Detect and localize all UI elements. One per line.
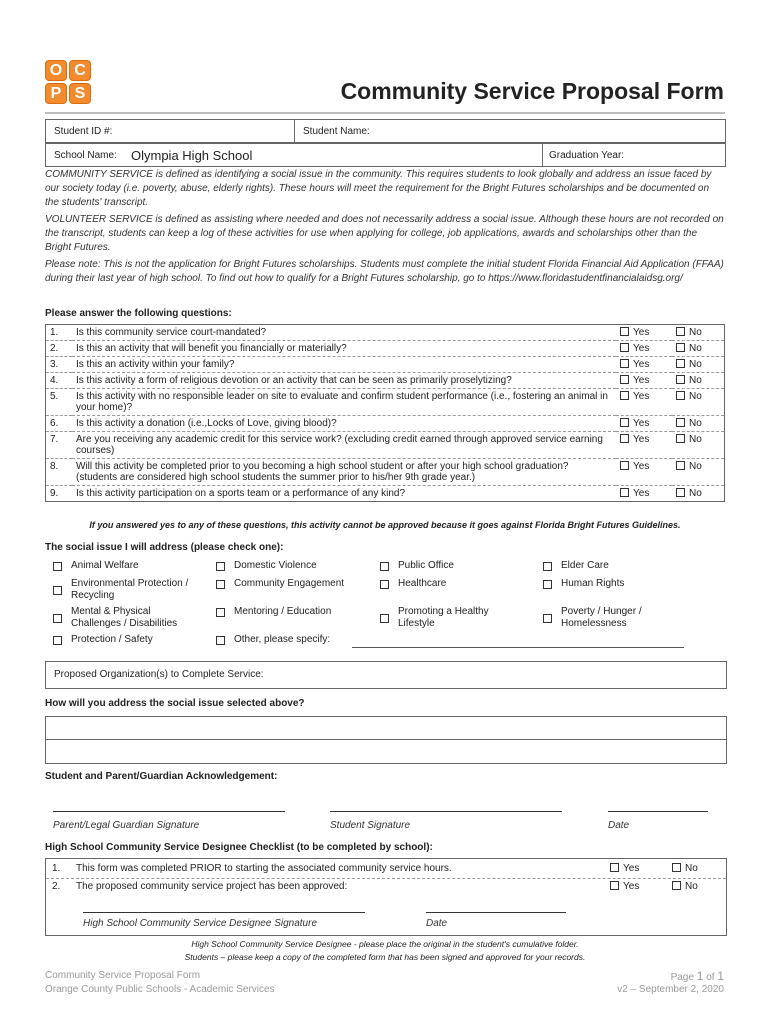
question-number: 4. <box>46 373 73 389</box>
question-row <box>46 486 725 502</box>
parent-signature-line[interactable] <box>53 811 285 812</box>
question-number: 1. <box>50 327 59 338</box>
yes-checkbox[interactable]: Yes <box>616 416 672 432</box>
school-name-field[interactable] <box>45 143 543 167</box>
designee-date-label: Date <box>426 918 448 929</box>
question-text: Are you receiving any academic credit for this service work? (excluding credit earned through approved service earning courses) <box>72 432 616 459</box>
checklist-num: 1. <box>52 863 61 874</box>
checklist-yes-checkbox[interactable]: Yes <box>610 863 639 874</box>
address-heading: How will you address the social issue selected above? <box>45 698 305 709</box>
question-row <box>46 459 725 486</box>
issue-checkbox[interactable] <box>216 608 225 617</box>
volunteer-service-definition: VOLUNTEER SERVICE is defined as assisting where needed and does not necessarily address a social issue. Although these hours are not recorded on the transcript, students can keep a log of these activities for use when applying for college, job applications, awards and scholarships other than the Bright Futures. <box>45 214 724 253</box>
issue-label: Protection / Safety <box>71 634 153 645</box>
logo-letter: C <box>69 60 91 81</box>
question-text: Is this activity participation on a sports team or a performance of any kind? <box>72 486 616 502</box>
issue-option[interactable] <box>53 578 193 604</box>
ack-date-label: Date <box>608 820 630 831</box>
yes-checkbox[interactable]: Yes <box>616 486 672 502</box>
logo-letter: P <box>45 83 67 104</box>
yes-checkbox[interactable]: Yes <box>616 373 672 389</box>
question-number: 9. <box>46 486 73 502</box>
issue-option[interactable] <box>216 606 356 632</box>
checklist-text: This form was completed PRIOR to starting the associated community service hours. <box>76 863 452 874</box>
issue-label: Other, please specify: <box>234 634 331 645</box>
issue-label: Public Office <box>398 560 454 571</box>
issue-label: Community Engagement <box>234 578 345 589</box>
questions-heading: Please answer the following questions: <box>45 308 232 319</box>
issue-label: Elder Care <box>561 560 609 571</box>
title-divider <box>45 112 725 114</box>
question-row <box>46 416 725 432</box>
issue-option[interactable] <box>543 578 683 604</box>
designee-date-line[interactable] <box>426 912 566 913</box>
no-checkbox[interactable]: No <box>672 341 725 357</box>
issue-checkbox[interactable] <box>216 636 225 645</box>
question-text: Is this community service court-mandated? <box>76 327 267 338</box>
student-name-label: Student Name: <box>303 126 370 137</box>
questions-table <box>45 324 725 502</box>
student-signature-label: Student Signature <box>330 820 411 831</box>
logo-letter: S <box>69 83 91 104</box>
issue-option[interactable] <box>216 634 356 660</box>
checklist-heading: High School Community Service Designee Checklist (to be completed by school): <box>45 842 433 853</box>
footer-department: Orange County Public Schools - Academic Services <box>45 984 275 995</box>
student-signature-line[interactable] <box>330 811 562 812</box>
issue-checkbox[interactable] <box>543 562 552 571</box>
issue-option[interactable] <box>543 606 683 632</box>
response-divider <box>46 739 726 740</box>
issue-checkbox[interactable] <box>380 614 389 623</box>
issue-label: Human Rights <box>561 578 625 589</box>
yes-checkbox[interactable]: Yes <box>616 341 672 357</box>
question-text: Is this activity with no responsible leader on site to evaluate and confirm student performance (i.e., fostering an animal in your home)? <box>72 389 616 416</box>
issue-option[interactable] <box>380 606 520 632</box>
question-row <box>46 357 725 373</box>
issue-checkbox[interactable] <box>216 580 225 589</box>
student-id-field[interactable] <box>45 119 295 143</box>
issue-label: Environmental Protection / Recycling <box>71 578 189 601</box>
logo-letter: O <box>45 60 67 81</box>
issue-option[interactable] <box>216 578 356 604</box>
issue-label: Mentoring / Education <box>234 606 332 617</box>
issue-label: Promoting a Healthy Lifestyle <box>398 606 489 629</box>
designee-signature-line[interactable] <box>83 912 365 913</box>
checklist-no-checkbox[interactable]: No <box>672 863 698 874</box>
community-service-definition: COMMUNITY SERVICE is defined as identifying a social issue in the community. This requires students to look globally and address an issue faced by our society today (i.e. poverty, abuse, elderly rights). These hours will meet the requirement for the Bright Futures scholarships and be documented on the students' transcript. <box>45 169 712 208</box>
issue-label: Poverty / Hunger / Homelessness <box>561 606 642 629</box>
yes-checkbox[interactable]: Yes <box>616 389 672 416</box>
no-checkbox[interactable]: No <box>672 459 725 486</box>
checklist-text: The proposed community service project has been approved: <box>76 881 348 892</box>
question-text: Is this an activity that will benefit you financially or materially? <box>72 341 616 357</box>
other-specify-line[interactable] <box>352 647 684 648</box>
proposed-organization-label: Proposed Organization(s) to Complete Service: <box>54 669 264 680</box>
yes-checkbox[interactable]: Yes <box>616 459 672 486</box>
parent-signature-label: Parent/Legal Guardian Signature <box>53 820 200 831</box>
graduation-year-label: Graduation Year: <box>549 150 625 161</box>
issue-checkbox[interactable] <box>543 580 552 589</box>
school-name-label: School Name: <box>54 150 117 161</box>
question-row <box>46 325 725 341</box>
student-name-field[interactable] <box>294 119 726 143</box>
question-text: Is this activity a form of religious devotion or an activity that can be seen as primarily proselytizing? <box>72 373 616 389</box>
question-number: 7. <box>46 432 73 459</box>
acknowledgement-heading: Student and Parent/Guardian Acknowledgement: <box>45 771 278 782</box>
issue-option[interactable] <box>380 578 520 604</box>
designee-signature-label: High School Community Service Designee Signature <box>83 918 318 929</box>
question-row <box>46 341 725 357</box>
designee-note: High School Community Service Designee - please place the original in the student's cumulative folder. <box>191 939 579 949</box>
question-number: 5. <box>46 389 73 416</box>
checklist-yes-checkbox[interactable]: Yes <box>610 881 639 892</box>
proposed-organization-field[interactable] <box>45 661 727 689</box>
issue-checkbox[interactable] <box>53 562 62 571</box>
graduation-year-field[interactable] <box>542 143 726 167</box>
question-text: Will this activity be completed prior to you becoming a high school student or after your high school graduation? (students are considered high school students the summer prior to his/her 9th grade year.) <box>72 459 616 486</box>
issue-option[interactable] <box>53 634 193 660</box>
yes-checkbox[interactable]: Yes <box>616 357 672 373</box>
issue-option[interactable] <box>53 606 193 632</box>
students-note: Students – please keep a copy of the completed form that has been signed and approved for your records. <box>184 952 586 962</box>
no-checkbox[interactable]: No <box>672 357 725 373</box>
issue-checkbox[interactable] <box>53 636 62 645</box>
question-text: Is this an activity within your family? <box>72 357 616 373</box>
issue-checkbox[interactable] <box>380 562 389 571</box>
issue-checkbox[interactable] <box>53 586 62 595</box>
checklist-no-checkbox[interactable]: No <box>672 881 698 892</box>
no-checkbox[interactable]: No <box>672 416 725 432</box>
issue-checkbox[interactable] <box>216 562 225 571</box>
ocps-logo <box>45 60 91 104</box>
footer-page-number: Page 1 of 1 <box>670 969 724 983</box>
bright-futures-note: Please note: This is not the application for Bright Futures scholarships. Students must complete the initial student Florida Financial Aid Application (FFAA) during their last year of high school. To find out how to qualify for a Bright Futures scholarship, go to https://www.floridastudentfinancialaidsg.org/ <box>45 259 724 284</box>
question-number: 3. <box>46 357 73 373</box>
issue-checkbox[interactable] <box>543 614 552 623</box>
question-number: 6. <box>46 416 73 432</box>
no-checkbox[interactable]: No <box>672 486 725 502</box>
issue-label: Healthcare <box>398 578 447 589</box>
footer-form-name: Community Service Proposal Form <box>45 970 201 981</box>
school-name-value: Olympia High School <box>131 148 253 163</box>
question-row <box>46 389 725 416</box>
designee-checklist <box>45 858 727 936</box>
issue-checkbox[interactable] <box>53 614 62 623</box>
page-title: Community Service Proposal Form <box>340 78 724 104</box>
issues-heading: The social issue I will address (please check one): <box>45 542 284 553</box>
no-checkbox[interactable]: No <box>672 373 725 389</box>
question-row <box>46 373 725 389</box>
no-checkbox[interactable]: No <box>672 325 725 341</box>
address-response-field[interactable] <box>45 716 727 764</box>
issue-checkbox[interactable] <box>380 580 389 589</box>
issue-label: Mental & Physical Challenges / Disabilities <box>71 606 178 629</box>
yes-checkbox[interactable]: Yes <box>616 325 672 341</box>
question-number: 8. <box>46 459 73 486</box>
checklist-divider <box>46 878 726 879</box>
yes-checkbox[interactable]: Yes <box>616 432 672 459</box>
question-text: Is this activity a donation (i.e.,Locks of Love, giving blood)? <box>72 416 616 432</box>
issue-label: Animal Welfare <box>71 560 139 571</box>
questions-warning: If you answered yes to any of these questions, this activity cannot be approved because it goes against Florida Bright Futures Guidelines. <box>89 520 681 530</box>
no-checkbox[interactable]: No <box>672 389 725 416</box>
question-number: 2. <box>46 341 73 357</box>
student-id-label: Student ID #: <box>54 126 113 137</box>
footer-version: v2 – September 2, 2020 <box>617 984 724 995</box>
ack-date-line[interactable] <box>608 811 708 812</box>
issue-label: Domestic Violence <box>234 560 317 571</box>
question-row <box>46 432 725 459</box>
checklist-num: 2. <box>52 881 61 892</box>
no-checkbox[interactable]: No <box>672 432 725 459</box>
